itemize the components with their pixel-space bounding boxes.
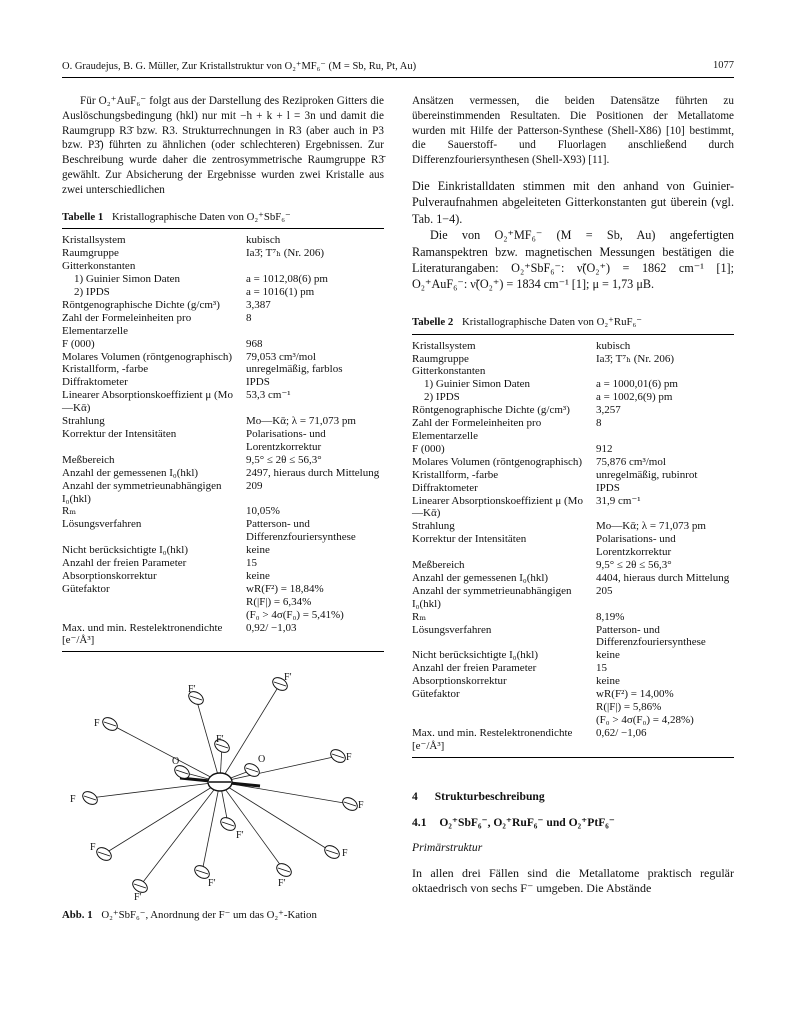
- section-heading: [412, 790, 734, 805]
- table-row: [412, 353, 734, 366]
- intro-paragraph-right: Ansätzen vermessen, die beiden Datensätze führten zu übereinstimmenden Resultaten. Die Positionen der Metallatome wurden mit Hilfe der Patterson-Synthese (Shell-X86) [10] bestimmt, die Sauerstoff- und Fluorlagen anschließend durch Differenzfouriersynthesen (Shell-X93) [11].: [412, 95, 734, 167]
- row-value: 205: [596, 584, 613, 597]
- table-row: [62, 389, 384, 415]
- atom-label: F′: [284, 672, 292, 684]
- row-key: Kristallsystem: [62, 234, 126, 247]
- row-value: 8: [596, 417, 602, 430]
- subsubsection-heading: Primärstruktur: [412, 841, 483, 855]
- row-key: Gitterkonstanten: [62, 260, 136, 273]
- table2-label: Tabelle 2: [412, 315, 454, 328]
- table-row: [62, 609, 384, 622]
- page-number: 1077: [713, 60, 734, 71]
- section-number: 4: [412, 789, 418, 803]
- table1-label: Tabelle 1: [62, 210, 104, 223]
- row-value: 8: [246, 311, 252, 324]
- row-value: 15: [246, 557, 257, 570]
- table-row: [62, 299, 384, 312]
- row-value: [596, 365, 734, 378]
- row-value: (F₀ > 4σ(F₀) = 5,41%): [246, 608, 344, 621]
- row-key: Kristallform, -farbe: [62, 363, 149, 376]
- table-row: [62, 415, 384, 428]
- table-row: [62, 544, 384, 557]
- table-row: [412, 495, 734, 521]
- row-value: 968: [246, 337, 263, 350]
- row-value: kubisch: [246, 234, 281, 247]
- bond-line: [104, 782, 220, 854]
- row-key: Linearer Absorptionskoeffizient μ (Mo—Kᾱ): [412, 494, 583, 520]
- atom-label: F: [342, 848, 348, 860]
- figure1-caption: [62, 908, 384, 923]
- row-value: 4404, hieraus durch Mittelung: [596, 571, 730, 584]
- table2-caption-text: Kristallographische Daten von O₂⁺RuF₆⁻: [462, 315, 642, 328]
- row-value: 0,62/ −1,06: [596, 726, 647, 739]
- table-row: [412, 378, 734, 391]
- table-row: [62, 273, 384, 286]
- row-value: 53,3 cm⁻¹: [246, 389, 291, 402]
- row-key: Strahlung: [62, 415, 105, 428]
- row-key: Zahl der Formeleinheiten pro Elementarzelle: [412, 417, 542, 442]
- row-key: Kristallform, -farbe: [412, 468, 499, 481]
- figure1-label: Abb. 1: [62, 909, 93, 922]
- row-value: Mo—Kᾱ; λ = 71,073 pm: [246, 415, 356, 428]
- row-key: [412, 714, 596, 727]
- bond-line: [110, 724, 220, 782]
- table1-bottom-rule: [62, 651, 384, 652]
- table-row: [62, 363, 384, 376]
- atom-label: F: [94, 718, 100, 730]
- intro-paragraph-left: Für O₂⁺AuF₆⁻ folgt aus der Darstellung des Reziproken Gitters die Auslöschungsbedingung (hkl) nur mit −h + k + l = 3n und damit die Raumgrupp R3̄ bzw. R3. Strukturrechnungen in R3 (aber auch in P3 bzw. P3̄) führten zu ähnlichen (oder schlechteren) Ergebnissen. Zur Beschreibung wurde daher die zentrosymmetrische Raumgruppe R3̄ gewählt. Zur Absicherung der Ergebnisse wurden zwei Kristalle aus zwei unterschiedlichen: [62, 95, 384, 196]
- atom-label: F: [358, 800, 364, 812]
- row-value: [246, 260, 384, 273]
- table-row: [412, 533, 734, 559]
- ortep-diagram: [62, 664, 384, 900]
- atom-label: F′: [188, 684, 196, 696]
- atom-label: F′: [278, 878, 286, 890]
- table2-top-rule: [412, 334, 734, 335]
- table-row: [62, 247, 384, 260]
- table-row: [412, 443, 734, 456]
- table1-caption: [62, 210, 384, 225]
- row-key: [412, 701, 596, 714]
- row-key: Strahlung: [412, 520, 455, 533]
- row-key: Korrektur der Intensitäten: [62, 427, 177, 440]
- row-key: Molares Volumen (röntgenographisch): [412, 455, 583, 468]
- row-value: kubisch: [596, 339, 631, 352]
- table-row: [412, 688, 734, 701]
- row-value: a = 1002,6(9) pm: [596, 391, 673, 404]
- row-value: 3,387: [246, 298, 271, 311]
- table-row: [62, 505, 384, 518]
- table-row: [62, 518, 384, 544]
- row-key: F (000): [412, 442, 445, 455]
- row-value: unregelmäßig, rubinrot: [596, 468, 698, 481]
- row-value: Ia3̄; T⁷ₕ (Nr. 206): [596, 352, 675, 365]
- row-key: Anzahl der gemessenen I₀(hkl): [62, 466, 199, 479]
- table2-bottom-rule: [412, 757, 734, 758]
- subsection-heading: [412, 816, 734, 831]
- row-key: Absorptionskorrektur: [412, 675, 507, 688]
- row-key: Raumgruppe: [62, 247, 119, 260]
- table-row: [412, 649, 734, 662]
- body-paragraph: In allen drei Fällen sind die Metallatome praktisch regulär oktaedrisch von sechs F⁻ umgeben. Die Abstände: [412, 866, 734, 896]
- row-value: keine: [246, 544, 270, 557]
- table-row: [412, 611, 734, 624]
- table2-caption: [412, 315, 734, 330]
- bond-line: [90, 782, 220, 798]
- row-value: a = 1000,01(6) pm: [596, 378, 678, 391]
- header-rule: [62, 77, 734, 78]
- running-header: [62, 60, 734, 76]
- table-row: [62, 376, 384, 389]
- row-value: 10,05%: [246, 505, 280, 518]
- left-column: [62, 94, 384, 923]
- row-key: Röntgenographische Dichte (g/cm³): [62, 298, 220, 311]
- row-value: 912: [596, 442, 613, 455]
- row-value: 9,5° ≤ 2θ ≤ 56,3°: [596, 559, 672, 572]
- row-key: Max. und min. Restelektronendichte [e⁻/Å³]: [62, 621, 223, 647]
- bond-line: [220, 782, 332, 852]
- row-key: Meßbereich: [412, 559, 465, 572]
- table-row: [412, 701, 734, 714]
- row-key: Anzahl der freien Parameter: [62, 557, 187, 570]
- lead-paragraph-1: Die Einkristalldaten stimmen mit den anhand von Guinier-Pulveraufnahmen abgeleiteten Gitterkonstanten gut überein (vgl. Tab. 1−4).: [412, 178, 734, 226]
- row-key: Raumgruppe: [412, 352, 469, 365]
- table-row: [62, 454, 384, 467]
- table-row: [62, 351, 384, 364]
- row-key: Gütefaktor: [412, 688, 460, 701]
- row-key: Lösungsverfahren: [62, 518, 142, 531]
- row-key: [62, 596, 246, 609]
- row-value: keine: [596, 675, 620, 688]
- atom-label: F′: [134, 892, 142, 901]
- row-key: Röntgenographische Dichte (g/cm³): [412, 404, 570, 417]
- row-value: 209: [246, 479, 263, 492]
- table-row: [62, 596, 384, 609]
- table-row: [412, 391, 734, 404]
- row-value: IPDS: [246, 376, 270, 389]
- atom-label: F′: [236, 830, 244, 842]
- table-row: [412, 585, 734, 611]
- row-key: Kristallsystem: [412, 339, 476, 352]
- row-key: Max. und min. Restelektronendichte [e⁻/Å³]: [412, 726, 573, 752]
- row-value: 2497, hieraus durch Mittelung: [246, 466, 380, 479]
- table-row: [412, 365, 734, 378]
- atom-label: F: [70, 794, 76, 806]
- table-row: [412, 675, 734, 688]
- row-value: R(|F|) = 6,34%: [246, 595, 312, 608]
- subsection-title: O₂⁺SbF₆⁻, O₂⁺RuF₆⁻ und O₂⁺PtF₆⁻: [439, 816, 615, 830]
- table-row: [412, 572, 734, 585]
- table-row: [62, 234, 384, 247]
- row-key: 1) Guinier Simon Daten: [424, 378, 531, 391]
- atom-label: F′: [216, 734, 224, 746]
- table-row: [412, 624, 734, 650]
- table-row: [62, 583, 384, 596]
- table-row: [412, 417, 734, 443]
- subsection-number: 4.1: [412, 816, 427, 830]
- table-row: [62, 338, 384, 351]
- table-row: [62, 286, 384, 299]
- atom-label: O: [258, 754, 266, 766]
- row-value: unregelmäßig, farblos: [246, 363, 343, 376]
- row-value: (F₀ > 4σ(F₀) = 4,28%): [596, 713, 694, 726]
- row-value: wR(F²) = 14,00%: [596, 688, 674, 701]
- row-key: 2) IPDS: [74, 286, 110, 298]
- table-row: [412, 482, 734, 495]
- bond-line: [220, 756, 338, 782]
- row-value: keine: [246, 569, 270, 582]
- row-value: Ia3̄; T⁷ₕ (Nr. 206): [246, 247, 325, 260]
- row-value: Polarisations- und Lorentzkorrektur: [596, 533, 676, 559]
- table-row: [412, 456, 734, 469]
- atom-label: F: [346, 752, 352, 764]
- row-value: Patterson- und Differenzfouriersynthese: [246, 518, 356, 544]
- row-key: Nicht berücksichtigte I₀(hkl): [62, 544, 189, 557]
- table-row: [62, 260, 384, 273]
- row-value: 3,257: [596, 404, 621, 417]
- row-value: 31,9 cm⁻¹: [596, 494, 641, 507]
- row-key: Anzahl der symmetrieunabhängigen I₀(hkl): [412, 584, 572, 610]
- table-row: [412, 662, 734, 675]
- row-value: a = 1016(1) pm: [246, 286, 315, 298]
- atom-label: F′: [208, 878, 216, 890]
- row-key: 2) IPDS: [424, 391, 460, 404]
- row-value: 75,876 cm³/mol: [596, 455, 666, 468]
- table-row: [62, 570, 384, 583]
- table-row: [412, 559, 734, 572]
- lead-paragraph-2: Die von O₂⁺MF₆⁻ (M = Sb, Au) angefertigten Ramanspektren bzw. magnetischen Messungen bestätigen die Literaturangaben: O₂⁺SbF₆⁻: ν̃(O₂⁺) = 1862 cm⁻¹ [1]; O₂⁺AuF₆⁻: ν̃(O₂⁺) = 1834 cm⁻¹ [1]; μ = 1,73 μB.: [412, 228, 734, 292]
- row-value: wR(F²) = 18,84%: [246, 582, 324, 595]
- row-key: Korrektur der Intensitäten: [412, 533, 527, 546]
- atom-label: O: [172, 756, 180, 768]
- section-title: Strukturbeschreibung: [434, 789, 545, 803]
- table-row: [62, 557, 384, 570]
- row-value: a = 1012,08(6) pm: [246, 273, 328, 286]
- row-key: Zahl der Formeleinheiten pro Elementarzelle: [62, 311, 192, 337]
- row-key: Gitterkonstanten: [412, 365, 486, 378]
- table-row: [412, 714, 734, 727]
- table-row: [62, 480, 384, 506]
- row-key: Rₘ: [412, 610, 427, 623]
- row-key: Anzahl der gemessenen I₀(hkl): [412, 571, 549, 584]
- figure-1: [62, 664, 384, 900]
- table1: [62, 234, 384, 647]
- table-row: [412, 520, 734, 533]
- row-value: 0,92/ −1,03: [246, 621, 297, 634]
- bond-line: [202, 782, 220, 872]
- row-value: keine: [596, 649, 620, 662]
- row-key: F (000): [62, 337, 95, 350]
- table-row: [62, 428, 384, 454]
- table-row: [62, 467, 384, 480]
- table-row: [412, 404, 734, 417]
- row-key: Gütefaktor: [62, 582, 110, 595]
- atom-label: F: [90, 842, 96, 854]
- table-row: [412, 727, 734, 753]
- row-value: Mo—Kᾱ; λ = 71,073 pm: [596, 520, 706, 533]
- row-key: Rₘ: [62, 505, 77, 518]
- row-value: 15: [596, 662, 607, 675]
- row-key: Linearer Absorptionskoeffizient μ (Mo—Kᾱ): [62, 389, 233, 415]
- row-value: R(|F|) = 5,86%: [596, 701, 662, 713]
- row-key: Anzahl der freien Parameter: [412, 662, 537, 675]
- table-row: [62, 312, 384, 338]
- row-value: Patterson- und Differenzfouriersynthese: [596, 623, 706, 649]
- row-key: Anzahl der symmetrieunabhängigen I₀(hkl): [62, 479, 222, 505]
- row-key: Nicht berücksichtigte I₀(hkl): [412, 649, 539, 662]
- row-key: Molares Volumen (röntgenographisch): [62, 350, 233, 363]
- right-column: [412, 94, 734, 897]
- table2: [412, 340, 734, 753]
- row-key: Diffraktometer: [412, 481, 478, 494]
- table1-top-rule: [62, 228, 384, 229]
- row-value: 8,19%: [596, 610, 625, 623]
- running-title: O. Graudejus, B. G. Müller, Zur Kristallstruktur von O₂⁺MF₆⁻ (M = Sb, Ru, Pt, Au): [62, 61, 417, 72]
- table-row: [412, 469, 734, 482]
- table-row: [412, 340, 734, 353]
- row-value: Polarisations- und Lorentzkorrektur: [246, 427, 326, 453]
- table1-caption-text: Kristallographische Daten von O₂⁺SbF₆⁻: [112, 210, 291, 223]
- figure1-caption-text: O₂⁺SbF₆⁻, Anordnung der F⁻ um das O₂⁺-Kation: [101, 909, 317, 922]
- row-key: Lösungsverfahren: [412, 623, 492, 636]
- row-key: [62, 609, 246, 622]
- row-key: Absorptionskorrektur: [62, 569, 157, 582]
- row-value: 79,053 cm³/mol: [246, 350, 316, 363]
- row-value: 9,5° ≤ 2θ ≤ 56,3°: [246, 453, 322, 466]
- row-value: IPDS: [596, 481, 620, 494]
- row-key: Meßbereich: [62, 453, 115, 466]
- row-key: 1) Guinier Simon Daten: [74, 273, 181, 286]
- table-row: [62, 622, 384, 648]
- row-key: Diffraktometer: [62, 376, 128, 389]
